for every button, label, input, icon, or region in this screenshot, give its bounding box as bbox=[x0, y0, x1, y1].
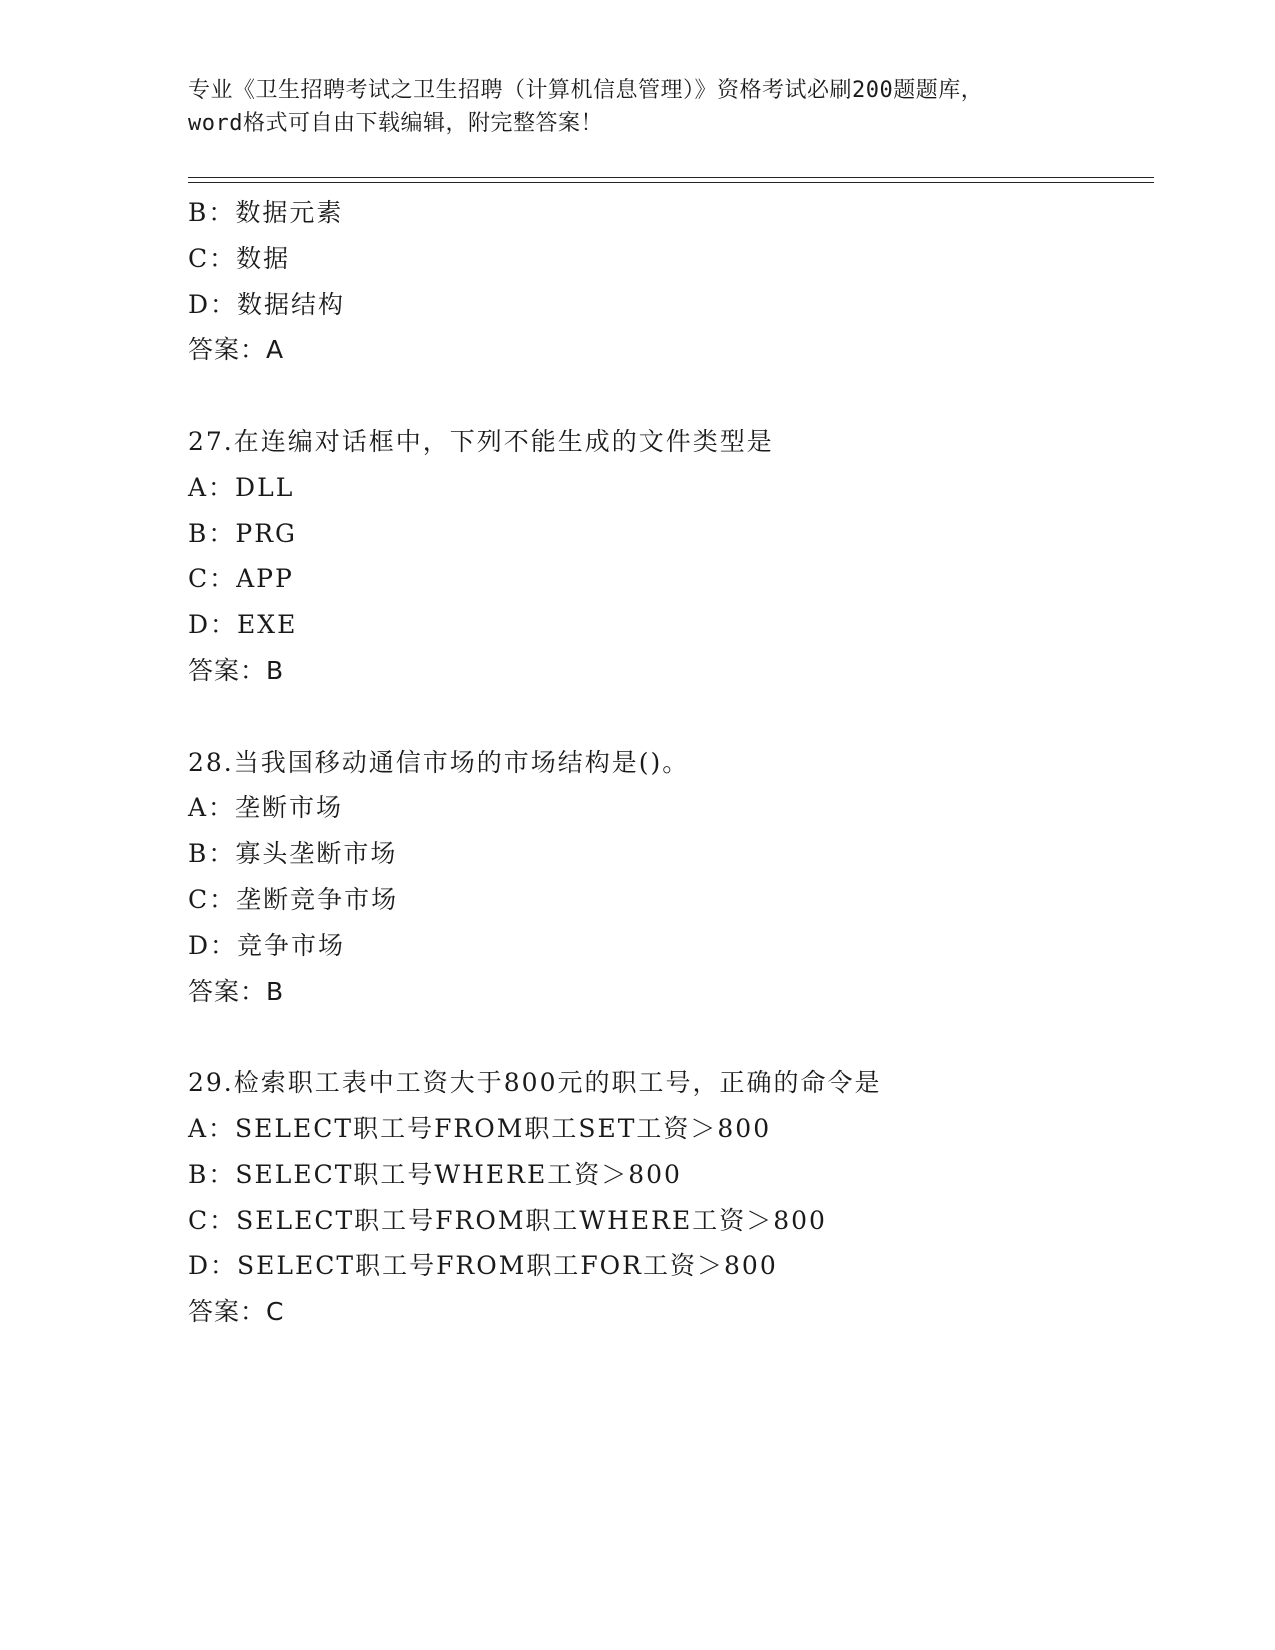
header-divider-bottom bbox=[188, 182, 1154, 183]
option-b: B：寡头垄断市场 bbox=[188, 839, 398, 869]
header-divider-top bbox=[188, 177, 1154, 178]
option-c: C：数据 bbox=[188, 243, 291, 273]
answer-line: 答案：C bbox=[188, 1297, 285, 1327]
option-c: C：SELECT职工号FROM职工WHERE工资＞800 bbox=[188, 1205, 827, 1235]
spacer bbox=[188, 373, 1148, 419]
answer-line: 答案：A bbox=[188, 335, 285, 365]
answer-line: 答案：B bbox=[188, 655, 285, 685]
question-block-29 bbox=[188, 1060, 1148, 1335]
header-line-2: word格式可自由下载编辑，附完整答案！ bbox=[188, 111, 603, 136]
option-d: D：EXE bbox=[188, 610, 298, 640]
question-text: 28.当我国移动通信市场的市场结构是()。 bbox=[188, 747, 690, 777]
option-c: C：APP bbox=[188, 564, 294, 594]
question-text: 27.在连编对话框中，下列不能生成的文件类型是 bbox=[188, 426, 774, 456]
spacer bbox=[188, 1014, 1148, 1060]
option-a: A：垄断市场 bbox=[188, 793, 344, 823]
header-line-1: 专业《卫生招聘考试之卫生招聘（计算机信息管理）》资格考试必刷200题题库， bbox=[188, 78, 984, 103]
option-b: B：PRG bbox=[188, 518, 297, 548]
option-b: B：SELECT职工号WHERE工资＞800 bbox=[188, 1159, 682, 1189]
option-b: B：数据元素 bbox=[188, 198, 344, 227]
answer-line: 答案：B bbox=[188, 976, 285, 1006]
option-c: C：垄断竞争市场 bbox=[188, 884, 399, 914]
question-list bbox=[188, 190, 1148, 1335]
question-block-26 bbox=[188, 190, 1148, 373]
spacer bbox=[188, 694, 1148, 740]
document-header bbox=[188, 74, 1088, 140]
option-a: A：DLL bbox=[188, 472, 295, 502]
option-a: A：SELECT职工号FROM职工SET工资＞800 bbox=[188, 1113, 772, 1143]
question-block-27 bbox=[188, 419, 1148, 694]
option-d: D：数据结构 bbox=[188, 289, 346, 319]
question-text: 29.检索职工表中工资大于800元的职工号，正确的命令是 bbox=[188, 1068, 882, 1098]
option-d: D：SELECT职工号FROM职工FOR工资＞800 bbox=[188, 1251, 778, 1281]
question-block-28 bbox=[188, 740, 1148, 1015]
option-d: D：竞争市场 bbox=[188, 930, 346, 960]
